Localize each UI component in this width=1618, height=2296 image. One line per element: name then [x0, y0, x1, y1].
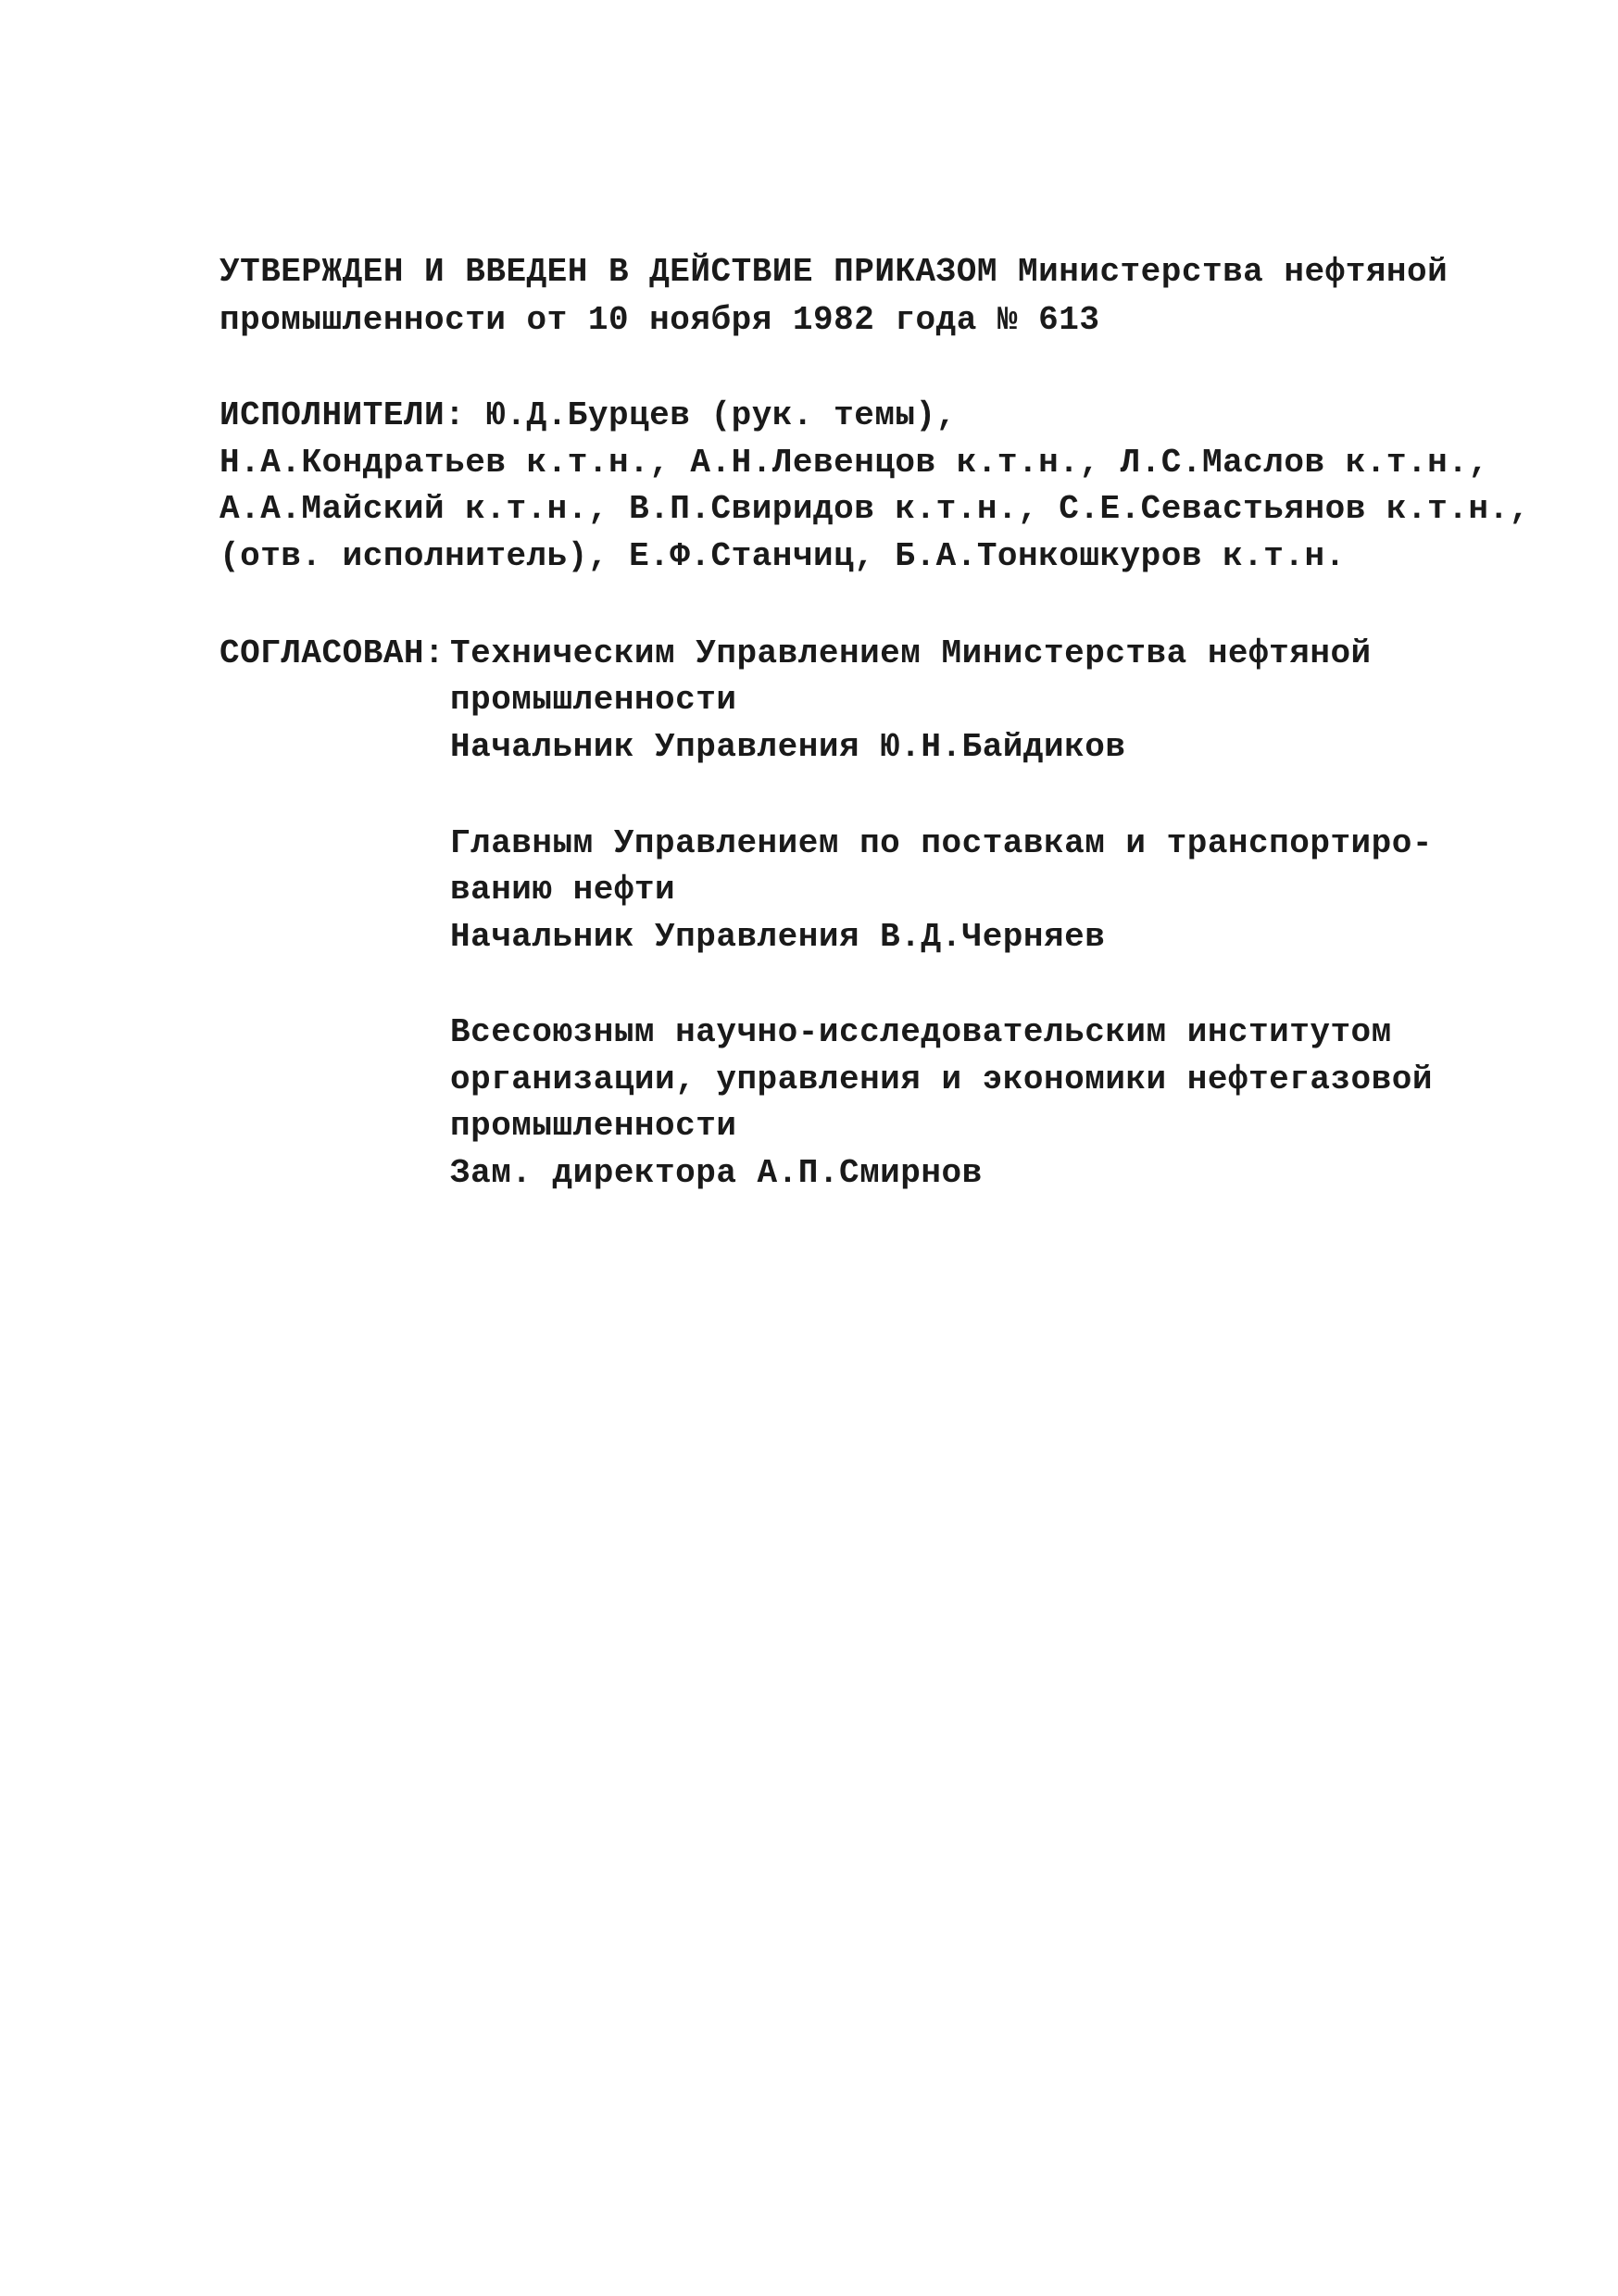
executors-line-1: ИСПОЛНИТЕЛИ: Ю.Д.Бурцев (рук. темы),: [219, 396, 957, 434]
agreed-org3-line-2: организации, управления и экономики нефтегазовой: [450, 1060, 1433, 1098]
executors-line-2: Н.А.Кондратьев к.т.н., А.Н.Левенцов к.т.н., Л.С.Маслов к.т.н.,: [219, 444, 1489, 482]
agreed-org3-line-3: промышленности: [450, 1107, 737, 1145]
agreed-org2-line-2: ванию нефти: [450, 871, 676, 909]
agreed-org1-line-2: промышленности: [450, 681, 737, 719]
approval-line-1: УТВЕРЖДЕН И ВВЕДЕН В ДЕЙСТВИЕ ПРИКАЗОМ Министерства нефтяной: [219, 253, 1449, 291]
agreed-org3-line-1: Всесоюзным научно-исследовательским институтом: [450, 1013, 1392, 1051]
executors-line-3: А.А.Майский к.т.н., В.П.Свиридов к.т.н., С.Е.Севастьянов к.т.н.,: [219, 490, 1530, 528]
agreed-org1-line-1: Техническим Управлением Министерства нефтяной: [450, 634, 1372, 672]
agreed-org3-line-4: Зам. директора А.П.Смирнов: [450, 1154, 983, 1192]
agreed-org2-line-3: Начальник Управления В.Д.Черняев: [450, 918, 1106, 956]
executors-line-4: (отв. исполнитель), Е.Ф.Станчиц, Б.А.Тонкошкуров к.т.н.: [219, 537, 1346, 575]
agreed-label: СОГЛАСОВАН:: [219, 634, 445, 672]
agreed-org1-line-3: Начальник Управления Ю.Н.Байдиков: [450, 728, 1126, 766]
approval-line-2: промышленности от 10 ноября 1982 года № 613: [219, 301, 1100, 339]
agreed-org2-line-1: Главным Управлением по поставкам и транспортиро-: [450, 824, 1433, 862]
